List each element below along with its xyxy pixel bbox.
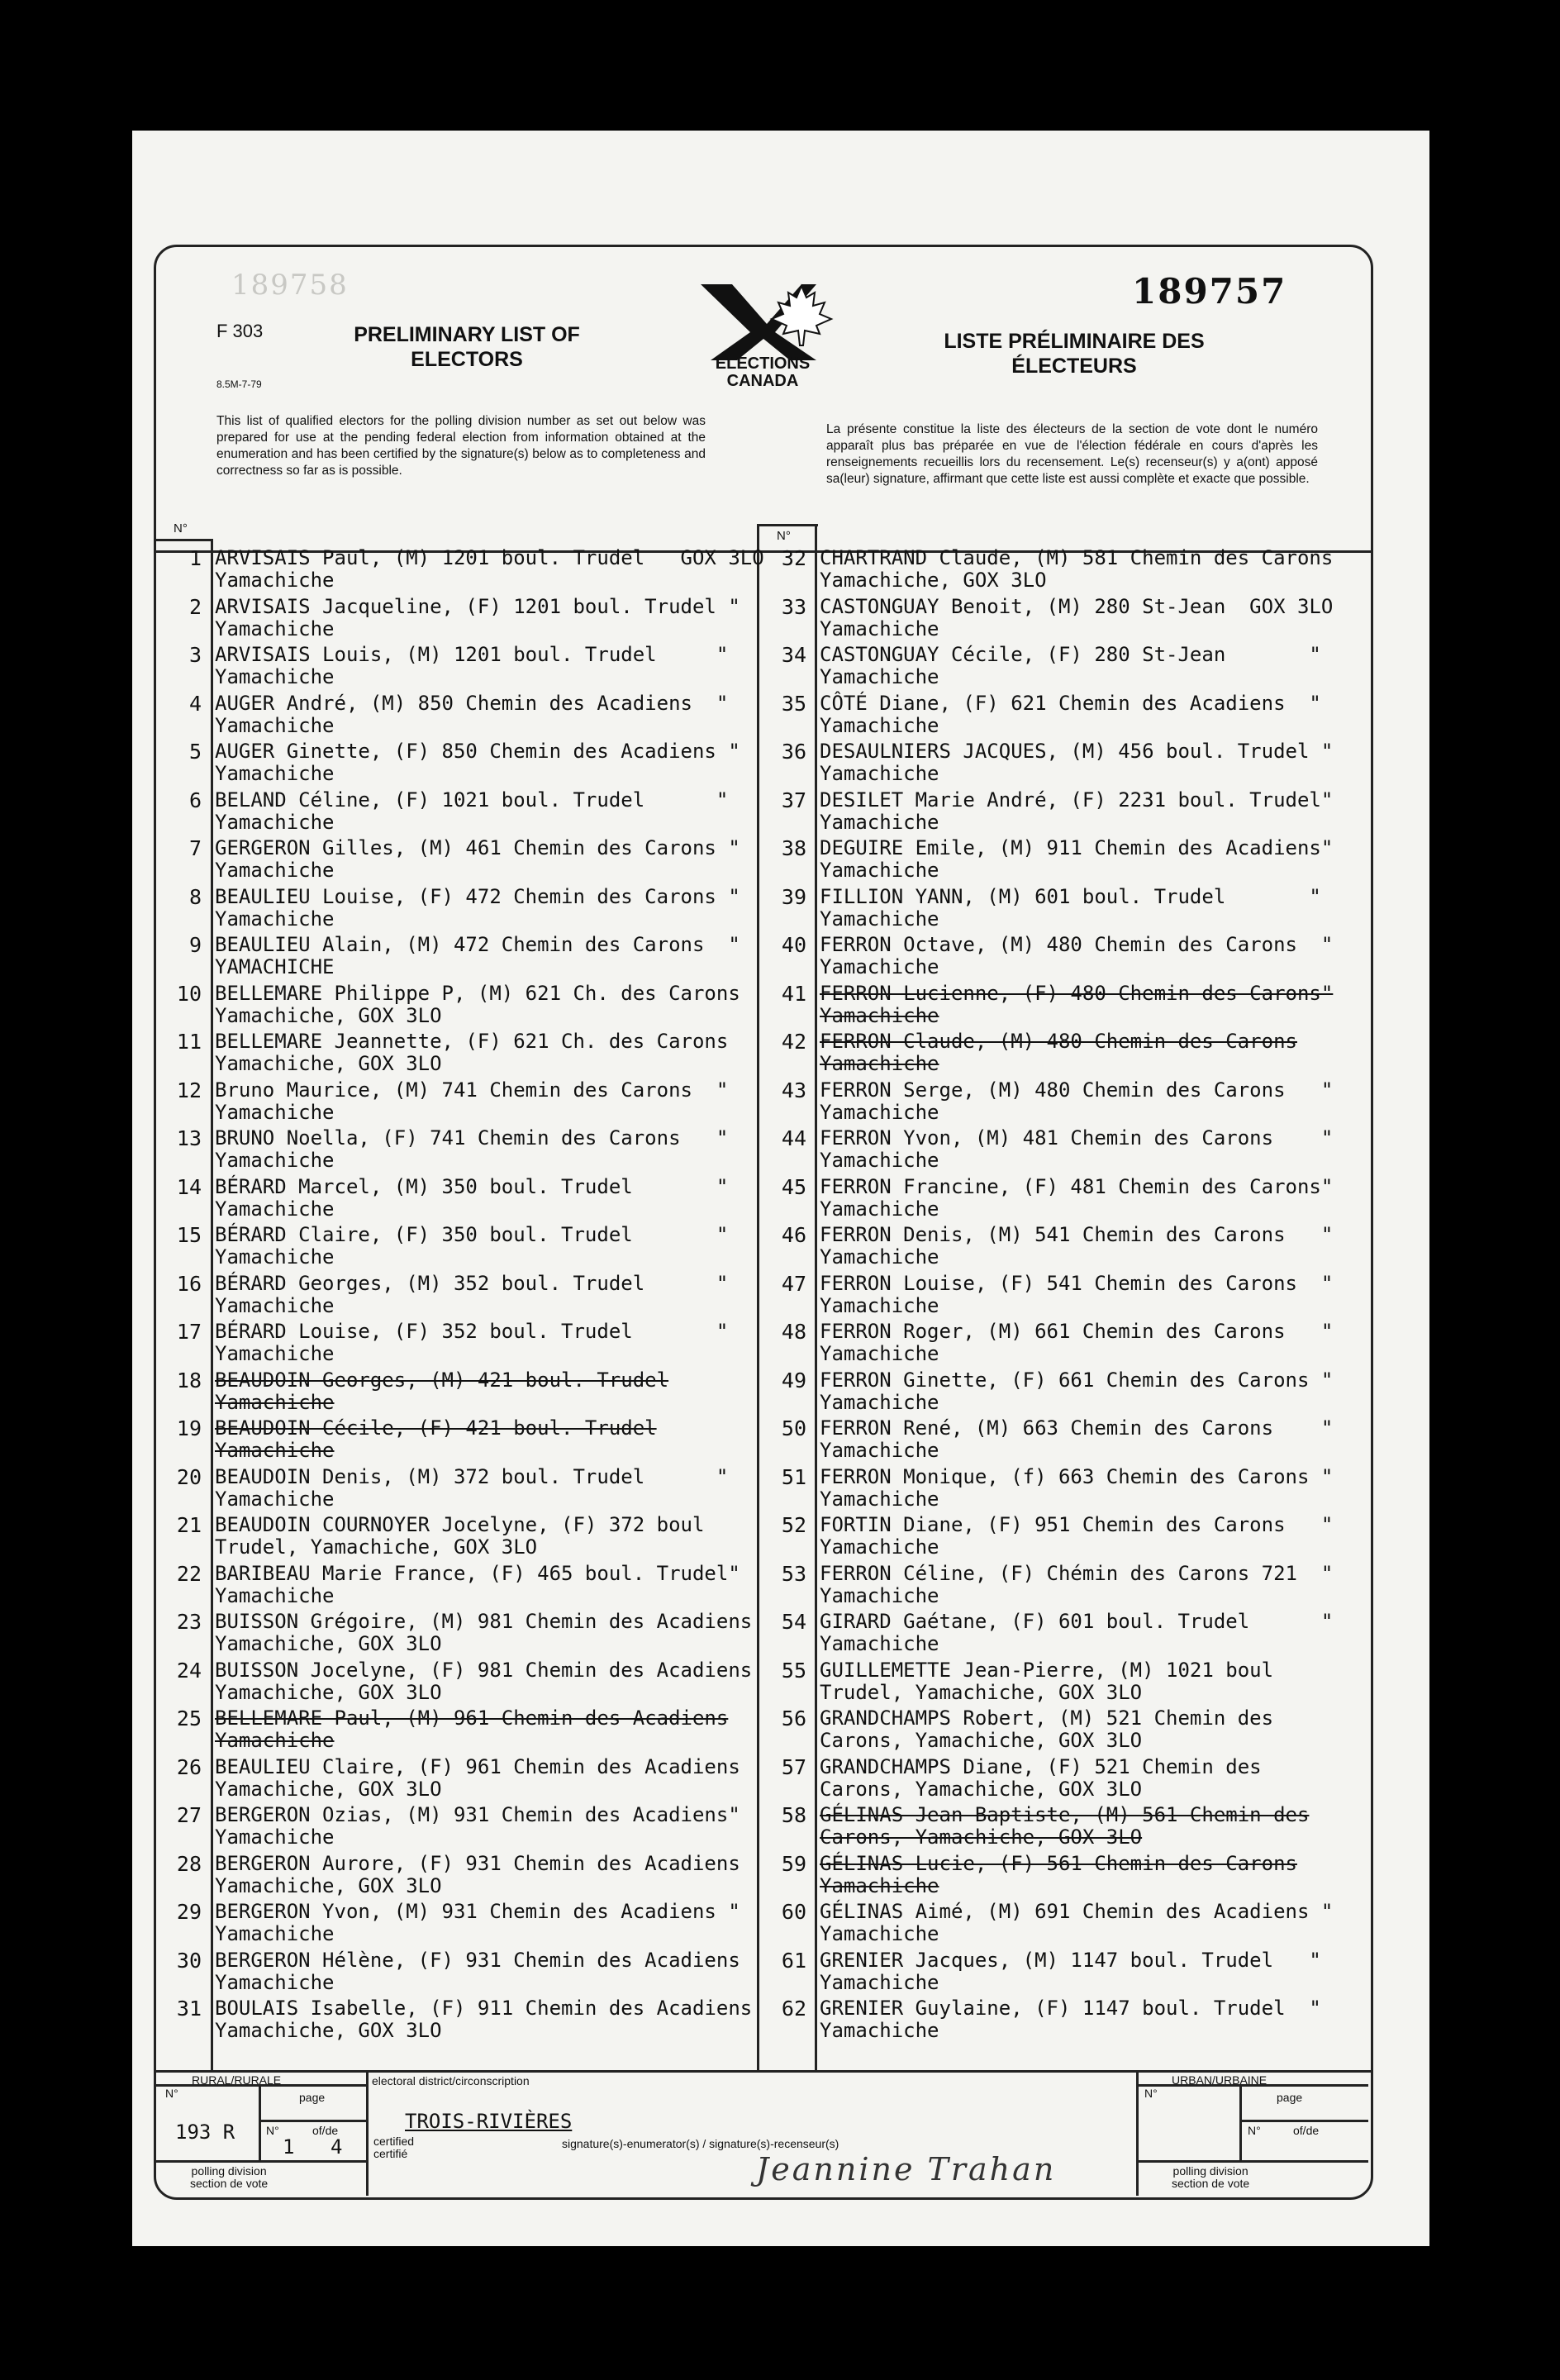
elector-locality: Yamachiche xyxy=(820,1632,939,1655)
elector-number: 15 xyxy=(176,1223,202,1247)
elector-row xyxy=(759,1563,1353,1611)
urban-no-label: N° xyxy=(1144,2087,1158,2100)
page-no-label: N° xyxy=(266,2124,279,2137)
elector-number: 48 xyxy=(781,1320,806,1344)
elector-number: 17 xyxy=(176,1320,202,1344)
footer-rule-1 xyxy=(366,2070,369,2196)
elector-name-address: BELAND Céline, (F) 1021 boul. Trudel " xyxy=(215,788,729,812)
elector-locality: Yamachiche xyxy=(820,955,939,978)
header-rule-left xyxy=(154,539,212,541)
elector-locality: Yamachiche xyxy=(820,713,939,737)
elector-row xyxy=(759,1901,1353,1949)
district-value: TROIS-RIVIÈRES xyxy=(405,2110,573,2133)
footer-rule-10 xyxy=(1239,2120,1368,2122)
elector-number: 54 xyxy=(781,1610,806,1634)
elector-name-address: FILLION YANN, (M) 601 boul. Trudel " xyxy=(820,884,1321,908)
elector-name-address: FERRON Ginette, (F) 661 Chemin des Carons " xyxy=(820,1368,1334,1392)
elector-number: 25 xyxy=(176,1706,202,1730)
elector-number: 2 xyxy=(188,594,202,619)
elector-row xyxy=(759,1466,1353,1514)
elector-row xyxy=(759,1417,1353,1465)
elector-name-address: CHARTRAND Claude, (M) 581 Chemin des Carons xyxy=(820,546,1334,569)
footer-rule-6 xyxy=(1136,2160,1368,2163)
elector-locality: Yamachiche xyxy=(820,1052,939,1075)
elector-name-address: ARVISAIS Louis, (M) 1201 boul. Trudel " xyxy=(215,643,729,666)
elector-row xyxy=(154,1031,749,1078)
header-rule-right xyxy=(759,524,818,526)
polling-division-number: 193 R xyxy=(175,2121,235,2144)
elector-row xyxy=(759,1997,1353,2045)
elector-row xyxy=(759,789,1353,837)
district-label: electoral district/circonscription xyxy=(372,2074,530,2087)
elector-name-address: GÉLINAS Lucie, (F) 561 Chemin des Carons xyxy=(820,1851,1297,1875)
elector-name-address: BEAULIEU Alain, (M) 472 Chemin des Carons " xyxy=(215,933,740,956)
elector-row xyxy=(759,1127,1353,1175)
elector-number: 56 xyxy=(781,1706,806,1730)
elector-locality: Yamachiche xyxy=(820,616,939,640)
elector-name-address: GRANDCHAMPS Diane, (F) 521 Chemin des xyxy=(820,1754,1262,1778)
elector-locality: Yamachiche xyxy=(215,762,335,785)
elector-locality: Yamachiche xyxy=(215,1390,335,1414)
elector-row xyxy=(759,1611,1353,1659)
elector-number: 29 xyxy=(176,1900,202,1924)
enumerator-signature: Jeannine Trahan xyxy=(756,2151,1057,2187)
form-edition: 8.5M-7-79 xyxy=(216,378,262,390)
elector-name-address: FERRON Serge, (M) 480 Chemin des Carons " xyxy=(820,1078,1334,1102)
elector-locality: Yamachiche xyxy=(820,1245,939,1269)
elector-name-address: BEAUDOIN COURNOYER Jocelyne, (F) 372 boul xyxy=(215,1513,705,1536)
elector-number: 27 xyxy=(176,1803,202,1827)
elector-locality: Yamachiche xyxy=(820,1535,939,1559)
elector-number: 36 xyxy=(781,740,806,764)
elector-row xyxy=(154,886,749,934)
elector-row xyxy=(154,1514,749,1562)
elector-number: 13 xyxy=(176,1126,202,1150)
elector-locality: Yamachiche xyxy=(215,1245,335,1269)
elector-locality: Yamachiche xyxy=(820,1003,939,1027)
footer-rule-2 xyxy=(1136,2070,1139,2196)
elector-number: 28 xyxy=(176,1851,202,1876)
elector-name-address: BÉRARD Georges, (M) 352 boul. Trudel " xyxy=(215,1271,729,1295)
elector-row xyxy=(154,1853,749,1901)
elector-number: 47 xyxy=(781,1271,806,1296)
elector-name-address: Bruno Maurice, (M) 741 Chemin des Carons " xyxy=(215,1078,729,1102)
elector-locality: Yamachiche xyxy=(820,2019,939,2042)
elector-row xyxy=(759,934,1353,982)
elector-locality: Yamachiche xyxy=(215,1342,335,1365)
elector-number: 24 xyxy=(176,1658,202,1683)
elector-number: 51 xyxy=(781,1464,806,1489)
elector-number: 21 xyxy=(176,1513,202,1537)
elector-name-address: BEAUDOIN Cécile, (F) 421 boul. Trudel xyxy=(215,1416,657,1440)
elector-locality: Yamachiche, GOX 3LO xyxy=(215,1632,442,1655)
elector-name-address: FORTIN Diane, (F) 951 Chemin des Carons " xyxy=(820,1513,1334,1536)
elector-row xyxy=(154,1901,749,1949)
elector-row xyxy=(759,693,1353,740)
elector-row xyxy=(759,1031,1353,1078)
elector-row xyxy=(759,547,1353,595)
elector-name-address: GRENIER Guylaine, (F) 1147 boul. Trudel " xyxy=(820,1997,1321,2020)
elector-row xyxy=(154,1273,749,1321)
elector-row xyxy=(759,886,1353,934)
elector-number: 37 xyxy=(781,788,806,812)
elector-row xyxy=(759,1321,1353,1368)
elector-row xyxy=(154,934,749,982)
division-no-label: N° xyxy=(165,2087,178,2100)
elector-number: 12 xyxy=(176,1078,202,1102)
certified-label: certified certifié xyxy=(373,2135,415,2160)
right-no-header: N° xyxy=(777,529,791,543)
elector-locality: Yamachiche xyxy=(215,616,335,640)
elector-locality: Yamachiche, GOX 3LO xyxy=(215,2019,442,2042)
left-no-header: N° xyxy=(174,521,188,536)
footer-rule-7 xyxy=(259,2084,261,2160)
elector-locality: Yamachiche xyxy=(215,907,335,931)
elector-row xyxy=(154,1079,749,1127)
elector-number: 26 xyxy=(176,1754,202,1779)
elector-locality: Yamachiche xyxy=(820,1439,939,1462)
elector-name-address: GÉLINAS Jean Baptiste, (M) 561 Chemin des xyxy=(820,1803,1310,1826)
elector-locality: Yamachiche xyxy=(820,1293,939,1317)
elector-row xyxy=(154,1756,749,1804)
elector-name-address: BÉRARD Louise, (F) 352 boul. Trudel " xyxy=(215,1320,729,1343)
elector-locality: Yamachiche xyxy=(820,1100,939,1124)
elector-locality: Yamachiche xyxy=(820,1970,939,1994)
page-total: 4 xyxy=(331,2135,343,2159)
elector-name-address: BUISSON Jocelyne, (F) 981 Chemin des Acadiens xyxy=(215,1658,753,1682)
elector-locality: Yamachiche xyxy=(820,1583,939,1607)
elector-number: 20 xyxy=(176,1464,202,1489)
elector-name-address: GERGERON Gilles, (M) 461 Chemin des Carons " xyxy=(215,836,740,859)
elector-locality: Yamachiche xyxy=(215,1439,335,1462)
elector-name-address: BÉRARD Claire, (F) 350 boul. Trudel " xyxy=(215,1223,729,1246)
elector-number: 42 xyxy=(781,1030,806,1054)
polling-division-label: polling division section de vote xyxy=(190,2164,269,2190)
elector-locality: Yamachiche xyxy=(215,1825,335,1849)
elector-row xyxy=(154,1707,749,1755)
elector-name-address: GIRARD Gaétane, (F) 601 boul. Trudel " xyxy=(820,1610,1334,1633)
elector-locality: Yamachiche xyxy=(215,1922,335,1945)
elector-locality: Yamachiche xyxy=(820,665,939,688)
elector-name-address: BEAUDOIN Denis, (M) 372 boul. Trudel " xyxy=(215,1464,729,1488)
elector-locality: Yamachiche, GOX 3LO xyxy=(215,1777,442,1801)
footer-rule-5 xyxy=(154,2160,366,2163)
urban-label: URBAN/URBAINE xyxy=(1172,2073,1268,2087)
elector-name-address: FERRON Céline, (F) Chémin des Carons 721 " xyxy=(820,1561,1334,1585)
elector-number: 45 xyxy=(781,1174,806,1199)
elector-row xyxy=(154,546,764,595)
elector-name-address: DESAULNIERS JACQUES, (M) 456 boul. Trudel " xyxy=(820,740,1334,763)
elector-number: 32 xyxy=(781,546,806,570)
elector-number: 46 xyxy=(781,1223,806,1247)
elector-row xyxy=(154,837,749,885)
elector-name-address: FERRON Roger, (M) 661 Chemin des Carons " xyxy=(820,1320,1334,1343)
elector-name-address: BOULAIS Isabelle, (F) 911 Chemin des Acadiens xyxy=(215,1997,753,2020)
elector-row xyxy=(759,1853,1353,1901)
elector-row xyxy=(759,596,1353,644)
elector-number: 14 xyxy=(176,1174,202,1199)
elector-row xyxy=(154,1224,749,1272)
elector-name-address: BUISSON Grégoire, (M) 981 Chemin des Acadiens xyxy=(215,1610,753,1633)
page-label: page xyxy=(299,2091,326,2104)
elector-row xyxy=(154,1321,749,1368)
elector-name-address: GRENIER Jacques, (M) 1147 boul. Trudel " xyxy=(820,1948,1321,1972)
elector-locality: Yamachiche xyxy=(820,762,939,785)
elector-number: 57 xyxy=(781,1754,806,1779)
elector-row xyxy=(154,1466,749,1514)
elector-name-address: FERRON Denis, (M) 541 Chemin des Carons " xyxy=(820,1223,1334,1246)
elector-locality: YAMACHICHE xyxy=(215,955,335,978)
elector-name-address: BELLEMARE Paul, (M) 961 Chemin des Acadiens xyxy=(215,1706,729,1730)
elector-name-address: CASTONGUAY Benoit, (M) 280 St-Jean GOX 3LO xyxy=(820,594,1334,618)
elector-name-address: BELLEMARE Philippe P, (M) 621 Ch. des Carons xyxy=(215,981,740,1005)
elector-name-address: CÔTÉ Diane, (F) 621 Chemin des Acadiens " xyxy=(820,691,1321,715)
elector-locality: Yamachiche xyxy=(215,1729,335,1752)
elector-number: 38 xyxy=(781,836,806,860)
elector-name-address: GRANDCHAMPS Robert, (M) 521 Chemin des xyxy=(820,1706,1274,1730)
elector-number: 30 xyxy=(176,1948,202,1973)
elector-locality: Yamachiche xyxy=(215,1197,335,1221)
elector-locality: Yamachiche xyxy=(820,859,939,882)
elector-row xyxy=(759,1369,1353,1417)
elector-locality: Yamachiche, GOX 3LO xyxy=(215,1052,442,1075)
elector-number: 58 xyxy=(781,1803,806,1827)
elector-number: 52 xyxy=(781,1513,806,1537)
elector-number: 50 xyxy=(781,1416,806,1440)
elector-locality: Yamachiche xyxy=(820,1922,939,1945)
elector-row xyxy=(154,1997,753,2045)
elector-row xyxy=(759,837,1353,885)
elector-locality: Yamachiche xyxy=(820,907,939,931)
elector-number: 1 xyxy=(188,546,202,570)
elector-name-address: AUGER Ginette, (F) 850 Chemin des Acadiens " xyxy=(215,740,740,763)
elector-number: 43 xyxy=(781,1078,806,1102)
elector-locality: Yamachiche xyxy=(820,810,939,834)
elector-number: 61 xyxy=(781,1948,806,1973)
elector-row xyxy=(154,1417,749,1465)
elector-number: 44 xyxy=(781,1126,806,1150)
elector-locality: Yamachiche, GOX 3LO xyxy=(820,569,1047,592)
elector-number: 7 xyxy=(188,836,202,860)
elector-row xyxy=(759,1079,1353,1127)
elector-name-address: BERGERON Ozias, (M) 931 Chemin des Acadiens" xyxy=(215,1803,740,1826)
urban-page-label: page xyxy=(1277,2091,1303,2104)
elector-row xyxy=(759,644,1353,692)
elector-number: 22 xyxy=(176,1561,202,1586)
elector-number: 40 xyxy=(781,933,806,957)
footer-rule-9 xyxy=(259,2120,366,2122)
elector-number: 3 xyxy=(188,643,202,667)
elector-number: 41 xyxy=(781,981,806,1006)
elector-row xyxy=(759,983,1353,1031)
elector-locality: Yamachiche xyxy=(820,1342,939,1365)
elector-row xyxy=(759,1707,1353,1755)
elector-locality: Yamachiche xyxy=(215,810,335,834)
elector-row xyxy=(154,1804,749,1852)
elector-name-address: BEAUDOIN Georges, (M) 421 boul. Trudel xyxy=(215,1368,669,1392)
elector-name-address: BERGERON Yvon, (M) 931 Chemin des Acadiens " xyxy=(215,1900,740,1923)
elector-number: 55 xyxy=(781,1658,806,1683)
footer-top-rule xyxy=(154,2070,1371,2073)
elector-name-address: GUILLEMETTE Jean-Pierre, (M) 1021 boul xyxy=(820,1658,1274,1682)
signature-label: signature(s)-enumerator(s) / signature(s)-recenseur(s) xyxy=(562,2137,839,2150)
elector-name-address: FERRON Lucienne, (F) 480 Chemin des Carons" xyxy=(820,981,1334,1005)
elector-name-address: FERRON Monique, (f) 663 Chemin des Carons " xyxy=(820,1464,1334,1488)
urban-page-no-label: N° xyxy=(1248,2124,1261,2137)
elector-row xyxy=(759,1224,1353,1272)
elector-number: 62 xyxy=(781,1997,806,2021)
elector-name-address: FERRON Claude, (M) 480 Chemin des Carons xyxy=(820,1030,1297,1053)
elector-locality: Yamachiche xyxy=(215,1100,335,1124)
elector-number: 9 xyxy=(188,933,202,957)
elector-row xyxy=(154,1563,749,1611)
elector-locality: Trudel, Yamachiche, GOX 3LO xyxy=(820,1680,1143,1704)
elector-locality: Yamachiche xyxy=(820,1149,939,1172)
elector-name-address: BELLEMARE Jeannette, (F) 621 Ch. des Carons xyxy=(215,1030,729,1053)
serial-number: 189757 xyxy=(1132,271,1287,312)
elector-row xyxy=(154,596,749,644)
elector-locality: Carons, Yamachiche, GOX 3LO xyxy=(820,1729,1143,1752)
elector-row xyxy=(759,1659,1353,1707)
elector-locality: Carons, Yamachiche, GOX 3LO xyxy=(820,1777,1143,1801)
elector-number: 18 xyxy=(176,1368,202,1392)
elector-name-address: BÉRARD Marcel, (M) 350 boul. Trudel " xyxy=(215,1174,729,1198)
elector-row xyxy=(154,1949,749,1997)
urban-polling-division-label: polling division section de vote xyxy=(1172,2164,1250,2190)
elector-name-address: FERRON Octave, (M) 480 Chemin des Carons " xyxy=(820,933,1334,956)
elector-row xyxy=(759,740,1353,788)
elector-name-address: GÉLINAS Aimé, (M) 691 Chemin des Acadiens " xyxy=(820,1900,1334,1923)
elector-name-address: FERRON Yvon, (M) 481 Chemin des Carons " xyxy=(820,1126,1334,1150)
elector-row xyxy=(154,1369,749,1417)
elector-locality: Yamachiche xyxy=(215,1149,335,1172)
elector-number: 39 xyxy=(781,884,806,909)
page-number: 1 xyxy=(283,2135,295,2159)
elector-locality: Yamachiche xyxy=(820,1197,939,1221)
elector-number: 16 xyxy=(176,1271,202,1296)
elector-row xyxy=(154,1127,749,1175)
elector-locality: Yamachiche xyxy=(215,859,335,882)
elector-locality: Yamachiche xyxy=(215,569,335,592)
elector-row xyxy=(759,1273,1353,1321)
elector-number: 5 xyxy=(188,740,202,764)
faded-serial-number: 189758 xyxy=(231,269,349,302)
elector-locality: Yamachiche, GOX 3LO xyxy=(215,1873,442,1897)
form-number: F 303 xyxy=(216,321,264,341)
elector-locality: Yamachiche xyxy=(215,1970,335,1994)
elector-name-address: BERGERON Hélène, (F) 931 Chemin des Acadiens xyxy=(215,1948,740,1972)
elector-locality: Yamachiche xyxy=(215,1293,335,1317)
urban-of-label: of/de xyxy=(1293,2124,1320,2137)
elector-number: 31 xyxy=(176,1997,202,2021)
elector-name-address: AUGER André, (M) 850 Chemin des Acadiens " xyxy=(215,691,729,715)
elector-number: 19 xyxy=(176,1416,202,1440)
elector-number: 11 xyxy=(176,1030,202,1054)
elector-number: 4 xyxy=(188,691,202,716)
elector-number: 59 xyxy=(781,1851,806,1876)
elector-locality: Carons, Yamachiche, GOX 3LO xyxy=(820,1825,1143,1849)
elector-number: 34 xyxy=(781,643,806,667)
rural-label: RURAL/RURALE xyxy=(192,2073,282,2087)
elector-row xyxy=(154,1658,753,1707)
elector-locality: Yamachiche xyxy=(820,1487,939,1511)
elector-row xyxy=(154,983,749,1031)
intro-french: La présente constitue la liste des électeurs de la section de vote dont le numéro apparaît plus bas préparée en vue de l'élection fédérale en cours d'après les renseignements recueillis lors du recensement. Le(s) recenseur(s) y a(ont) apposé sa(leur) signature, affirmant que cette liste est aussi complète et exacte que possible. xyxy=(826,422,1318,486)
elector-locality: Yamachiche, GOX 3LO xyxy=(215,1003,442,1027)
elector-name-address: BEAULIEU Louise, (F) 472 Chemin des Carons " xyxy=(215,884,740,908)
elector-row xyxy=(759,1514,1353,1562)
elector-name-address: ARVISAIS Jacqueline, (F) 1201 boul. Trudel " xyxy=(215,594,740,618)
elector-number: 35 xyxy=(781,691,806,716)
elector-row xyxy=(154,1176,749,1224)
elector-number: 33 xyxy=(781,594,806,619)
elector-row xyxy=(759,1176,1353,1224)
elector-number: 6 xyxy=(188,788,202,812)
elector-row xyxy=(759,1949,1353,1997)
elector-name-address: BARIBEAU Marie France, (F) 465 boul. Trudel" xyxy=(215,1561,740,1585)
elector-name-address: FERRON René, (M) 663 Chemin des Carons " xyxy=(820,1416,1334,1440)
elector-locality: Yamachiche xyxy=(820,1873,939,1897)
elector-number: 49 xyxy=(781,1368,806,1392)
elector-number: 8 xyxy=(188,884,202,909)
elector-locality: Trudel, Yamachiche, GOX 3LO xyxy=(215,1535,538,1559)
elector-number: 10 xyxy=(176,981,202,1006)
elector-row xyxy=(759,1804,1353,1852)
elector-row xyxy=(759,1756,1353,1804)
elector-name-address: BERGERON Aurore, (F) 931 Chemin des Acadiens xyxy=(215,1851,740,1875)
elector-name-address: DEGUIRE Emile, (M) 911 Chemin des Acadiens" xyxy=(820,836,1334,859)
elector-locality: Yamachiche xyxy=(215,665,335,688)
elector-number: 53 xyxy=(781,1561,806,1586)
elector-row xyxy=(154,789,749,837)
elector-name-address: BRUNO Noella, (F) 741 Chemin des Carons " xyxy=(215,1126,729,1150)
elector-name-address: FERRON Louise, (F) 541 Chemin des Carons " xyxy=(820,1271,1334,1295)
footer-rule-8 xyxy=(1239,2084,1242,2160)
title-french: LISTE PRÉLIMINAIRE DES ÉLECTEURS xyxy=(944,330,1205,378)
elector-locality: Yamachiche, GOX 3LO xyxy=(215,1680,442,1704)
page-of-label: of/de xyxy=(312,2124,339,2137)
elector-name-address: DESILET Marie André, (F) 2231 boul. Trudel" xyxy=(820,788,1334,812)
elector-locality: Yamachiche xyxy=(820,1390,939,1414)
elector-number: 60 xyxy=(781,1900,806,1924)
logo-wordmark: ELECTIONS CANADA xyxy=(715,355,811,390)
elector-name-address: CASTONGUAY Cécile, (F) 280 St-Jean " xyxy=(820,643,1321,666)
elector-name-address: FERRON Francine, (F) 481 Chemin des Carons" xyxy=(820,1174,1334,1198)
elector-locality: Yamachiche xyxy=(215,1583,335,1607)
elector-row xyxy=(154,1610,753,1659)
elector-row xyxy=(154,740,749,788)
title-english: PRELIMINARY LIST OF ELECTORS xyxy=(354,323,580,371)
intro-english: This list of qualified electors for the polling division number as set out below was prepared for use at the pending federal election from information obtained at the enumeration and has been certified by the signature(s) below as to completeness and correctness so far as is possible. xyxy=(216,414,706,478)
elector-locality: Yamachiche xyxy=(215,1487,335,1511)
elector-name-address: ARVISAIS Paul, (M) 1201 boul. Trudel GOX 3LO xyxy=(215,546,764,569)
elector-locality: Yamachiche xyxy=(215,713,335,737)
elector-row xyxy=(154,693,749,740)
elector-number: 23 xyxy=(176,1610,202,1634)
elector-name-address: BEAULIEU Claire, (F) 961 Chemin des Acadiens xyxy=(215,1754,740,1778)
elector-row xyxy=(154,644,749,692)
